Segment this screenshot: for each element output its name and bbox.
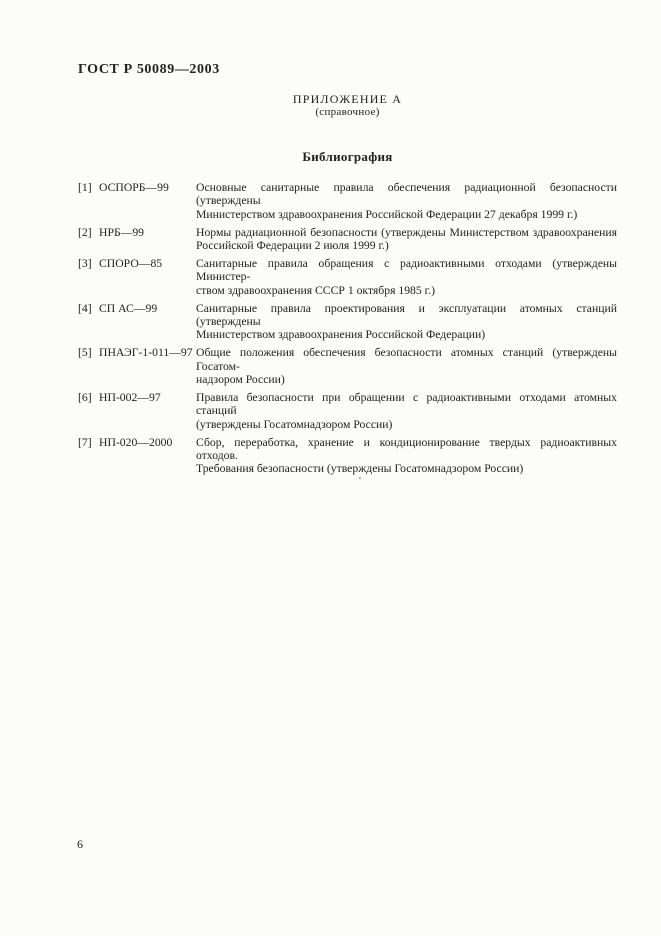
entry-number: [7] xyxy=(78,435,92,449)
entry-number: [4] xyxy=(78,301,92,315)
entry-number: [6] xyxy=(78,391,92,405)
entry-description-line: Требования безопасности (утверждены Госатомнадзором России) xyxy=(196,462,524,476)
entry-description xyxy=(196,257,617,297)
bibliography-entry xyxy=(78,302,617,342)
page-number: 6 xyxy=(77,837,83,851)
entry-number: [2] xyxy=(78,225,92,239)
entry-number: [3] xyxy=(78,257,92,271)
entry-number: [5] xyxy=(78,346,92,360)
gost-standard-header: ГОСТ Р 50089—2003 xyxy=(78,62,220,77)
appendix-title: ПРИЛОЖЕНИЕ А xyxy=(292,92,403,106)
bibliography-entry xyxy=(78,436,617,476)
entry-label: ПНАЭГ-1-011—97 xyxy=(99,346,193,360)
bibliography-title: Библиография xyxy=(302,149,393,164)
scan-artifact-speck xyxy=(359,477,361,479)
entry-description xyxy=(196,346,617,386)
entry-description-line: Санитарные правила обращения с радиоактивными отходами (утверждены Министер- xyxy=(196,257,617,284)
entry-label: СП АС—99 xyxy=(99,301,158,315)
entry-description-line: Сбор, переработка, хранение и кондиционирование твердых радиоактивных отходов. xyxy=(196,435,617,463)
bibliography-entry xyxy=(78,257,617,297)
entry-label: НРБ—99 xyxy=(99,225,145,239)
entry-description-line: Министерством здравоохранения Российской Федерации 27 декабря 1999 г.) xyxy=(196,207,578,221)
entry-description-line: ством здравоохранения СССР 1 октября 1985 г.) xyxy=(196,283,435,297)
entry-description xyxy=(196,226,617,253)
entry-number: [1] xyxy=(78,181,92,194)
bibliography-entry xyxy=(78,226,617,253)
entry-description xyxy=(196,391,617,431)
entry-description xyxy=(196,302,617,342)
entry-description-line: Общие положения обеспечения безопасности атомных станций (утверждены Госатом- xyxy=(196,346,617,373)
entry-label: НП-020—2000 xyxy=(99,435,173,449)
entry-description-line: Российской Федерации 2 июля 1999 г.) xyxy=(196,238,389,252)
bibliography-list xyxy=(78,181,617,481)
entry-description-line: надзором России) xyxy=(196,373,285,387)
entry-label: НП-002—97 xyxy=(99,391,161,405)
entry-description-line: (утверждены Госатомнадзором России) xyxy=(196,417,393,431)
bibliography-entry xyxy=(78,391,617,431)
bibliography-entry xyxy=(78,181,617,221)
entry-description-line: Основные санитарные правила обеспечения радиационной безопасности (утверждены xyxy=(196,181,617,208)
bibliography-entry xyxy=(78,346,617,386)
entry-description-line: Правила безопасности при обращении с радиоактивными отходами атомных станций xyxy=(196,391,617,418)
entry-description-line: Санитарные правила проектирования и эксплуатации атомных станций (утверждены xyxy=(196,301,617,329)
entry-label: СПОРО—85 xyxy=(99,257,163,271)
entry-label: ОСПОРБ—99 xyxy=(99,181,169,194)
appendix-subtitle: (справочное) xyxy=(315,106,380,118)
entry-description-line: Министерством здравоохранения Российской Федерации) xyxy=(196,328,486,342)
entry-description xyxy=(196,436,617,476)
entry-description xyxy=(196,181,617,221)
entry-description-line: Нормы радиационной безопасности (утверждены Министерством здравоохранения xyxy=(196,225,617,239)
